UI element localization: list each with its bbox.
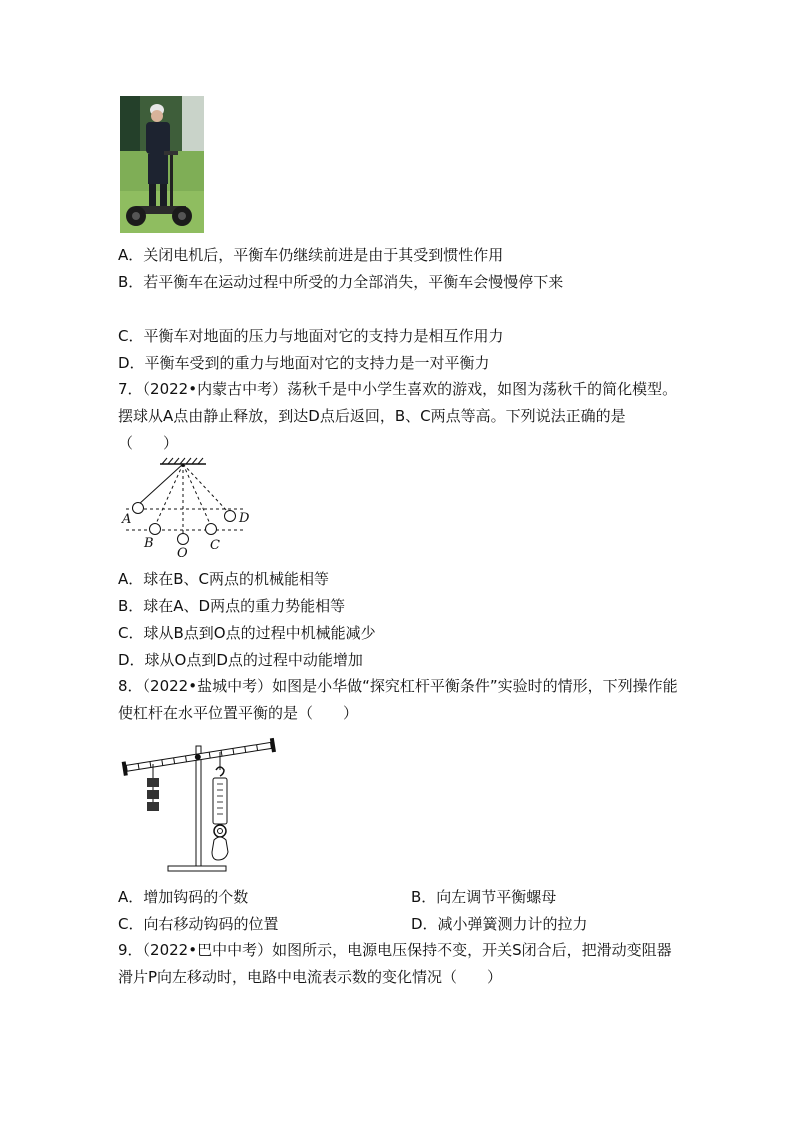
- q8-stem: 8．（2022•盐城中考）如图是小华做“探究杠杆平衡条件”实验时的情形，下列操作能使杠杆在水平位置平衡的是（ ）: [118, 677, 678, 722]
- label-d: D: [239, 511, 250, 526]
- q7-stem: 7．（2022•内蒙古中考）荡秋千是中小学生喜欢的游戏，如图为荡秋千的简化模型。摆球从A点由静止释放，到达D点后返回，B、C两点等高。下列说法正确的是（ ）: [118, 380, 678, 452]
- q8-option-b: B．向左调节平衡螺母: [411, 888, 557, 906]
- label-o: O: [177, 546, 188, 561]
- q7-option-d: D．球从O点到D点的过程中动能增加: [118, 651, 363, 669]
- label-b: B: [144, 536, 154, 551]
- q6-option-b: B．若平衡车在运动过程中所受的力全部消失，平衡车会慢慢停下来: [118, 273, 564, 291]
- balance-scooter-photo: [120, 96, 204, 233]
- q8-option-a: A．增加钩码的个数: [118, 888, 249, 906]
- q7-option-b: B．球在A、D两点的重力势能相等: [118, 597, 346, 615]
- q6-option-d: D．平衡车受到的重力与地面对它的支持力是一对平衡力: [118, 354, 490, 372]
- q9-stem: 9．（2022•巴中中考）如图所示，电源电压保持不变，开关S闭合后，把滑动变阻器滑片P向左移动时，电路中电流表示数的变化情况（ ）: [118, 941, 672, 986]
- q7-option-a: A．球在B、C两点的机械能相等: [118, 570, 330, 588]
- q8-option-c: C．向右移动钩码的位置: [118, 915, 279, 933]
- label-a: A: [122, 512, 132, 527]
- q6-option-a: A．关闭电机后，平衡车仍继续前进是由于其受到惯性作用: [118, 246, 504, 264]
- swing-pendulum-diagram: [118, 456, 258, 561]
- q8-option-d: D．减小弹簧测力计的拉力: [411, 915, 588, 933]
- q6-option-c: C．平衡车对地面的压力与地面对它的支持力是相互作用力: [118, 327, 504, 345]
- q7-option-c: C．球从B点到O点的过程中机械能减少: [118, 624, 376, 642]
- lever-balance-diagram: [120, 730, 280, 880]
- label-c: C: [210, 538, 220, 553]
